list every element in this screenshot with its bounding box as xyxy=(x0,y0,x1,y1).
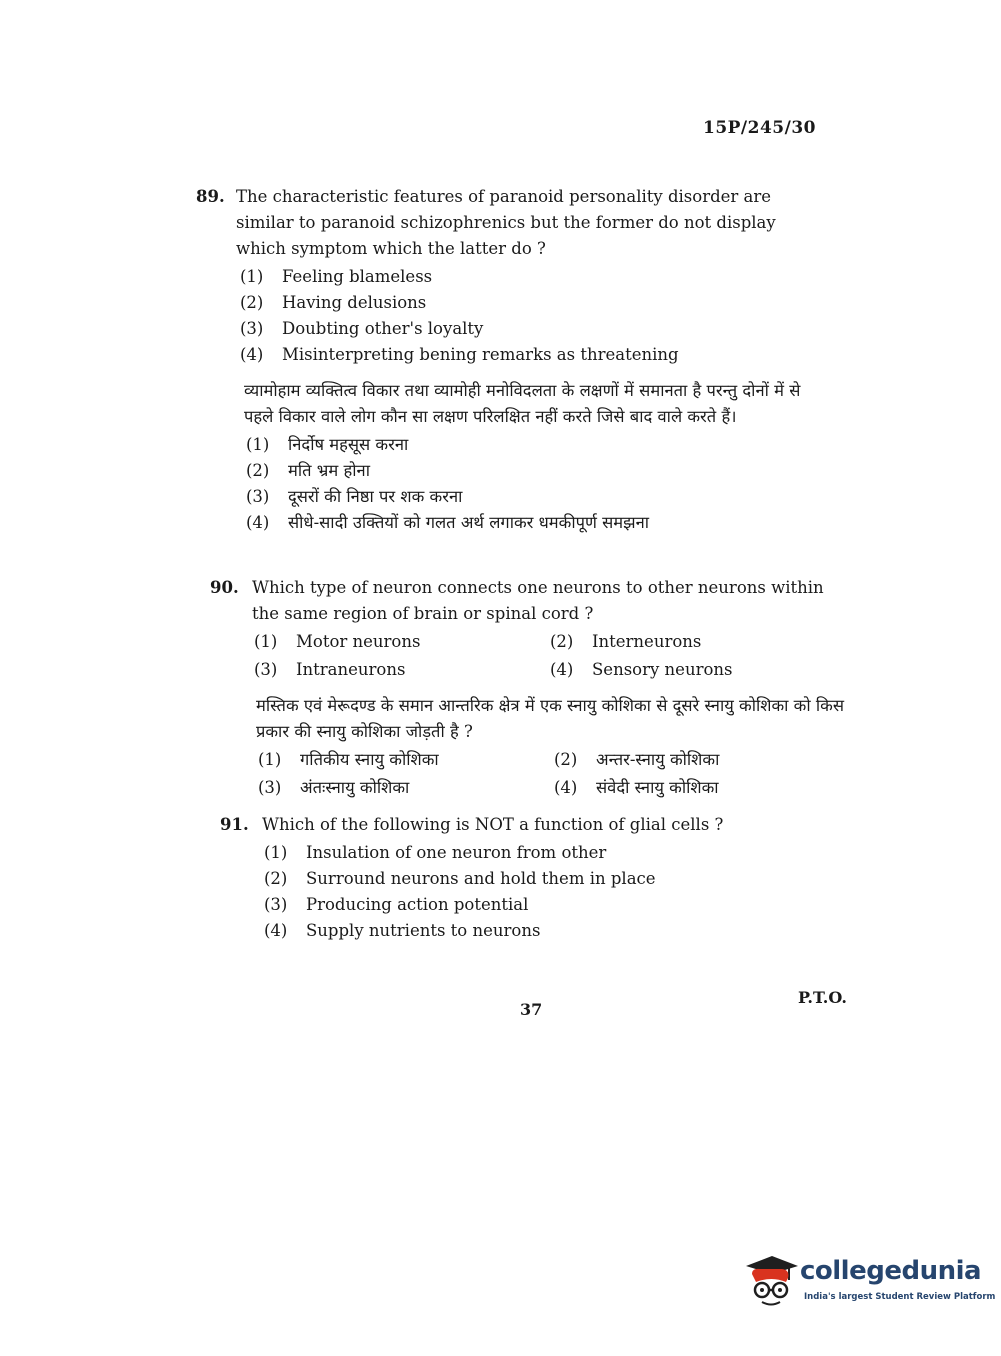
option: (4) Supply nutrients to neurons xyxy=(264,921,541,940)
option: (4) Sensory neurons xyxy=(550,660,733,679)
brand-tagline: India's largest Student Review Platform xyxy=(804,1292,996,1302)
question-text: Which type of neuron connects one neurons to other neurons within the same region of brain or spinal cord ? xyxy=(252,578,824,623)
option: (1) Insulation of one neuron from other xyxy=(264,843,607,862)
paper-code: 15P/245/30 xyxy=(702,118,816,138)
mascot-icon xyxy=(742,1252,802,1312)
question-89 xyxy=(196,184,826,536)
option: (3) Producing action potential xyxy=(264,895,529,914)
question-text-hindi: मस्तिक एवं मेरूदण्ड के समान आन्तरिक क्षेत्र में एक स्नायु कोशिका से दूसरे स्नायु कोशिका को किस प्रकार की स्नायु कोशिका जोड़ती है ? xyxy=(256,696,844,741)
pto-label: P.T.O. xyxy=(798,988,847,1007)
option: (3) Intraneurons xyxy=(254,660,406,679)
brand-name: collegedunia xyxy=(800,1256,982,1286)
question-text: The characteristic features of paranoid personality disorder are similar to paranoid schizophrenics but the former do not display which symptom which the latter do ? xyxy=(236,187,776,258)
option: (1) Motor neurons xyxy=(254,632,421,651)
option: (3) Doubting other's loyalty xyxy=(240,319,484,338)
option: (2) Surround neurons and hold them in place xyxy=(264,869,656,888)
collegedunia-watermark xyxy=(742,1252,996,1312)
option-hindi: (4) संवेदी स्नायु कोशिका xyxy=(554,778,719,797)
option-hindi: (4) सीधे-सादी उक्तियों को गलत अर्थ लगाकर धमकीपूर्ण समझना xyxy=(246,513,650,532)
question-number: 90. xyxy=(210,578,239,597)
question-text-hindi: व्यामोहाम व्यक्तित्व विकार तथा व्यामोही मनोविदलता के लक्षणों में समानता है परन्तु दोनों में से पहले विकार वाले लोग कौन सा लक्षण परिलक्षित नहीं करते जिसे बाद वाले करते हैं। xyxy=(244,381,801,426)
option-hindi: (2) अन्तर-स्नायु कोशिका xyxy=(554,750,720,769)
question-91 xyxy=(220,812,822,944)
option-hindi: (2) मति भ्रम होना xyxy=(246,461,370,480)
option-hindi: (1) गतिकीय स्नायु कोशिका xyxy=(258,750,439,769)
question-text: Which of the following is NOT a function of glial cells ? xyxy=(262,815,724,834)
option: (4) Misinterpreting bening remarks as threatening xyxy=(240,345,679,364)
page-number: 37 xyxy=(520,1000,543,1019)
question-90 xyxy=(210,575,844,801)
option-hindi: (3) अंतःस्नायु कोशिका xyxy=(258,778,410,797)
option-hindi: (1) निर्दोष महसूस करना xyxy=(246,435,409,454)
option: (1) Feeling blameless xyxy=(240,267,433,286)
option: (2) Interneurons xyxy=(550,632,702,651)
option-hindi: (3) दूसरों की निष्ठा पर शक करना xyxy=(246,487,463,506)
question-number: 91. xyxy=(220,815,249,834)
option: (2) Having delusions xyxy=(240,293,427,312)
question-number: 89. xyxy=(196,187,225,206)
